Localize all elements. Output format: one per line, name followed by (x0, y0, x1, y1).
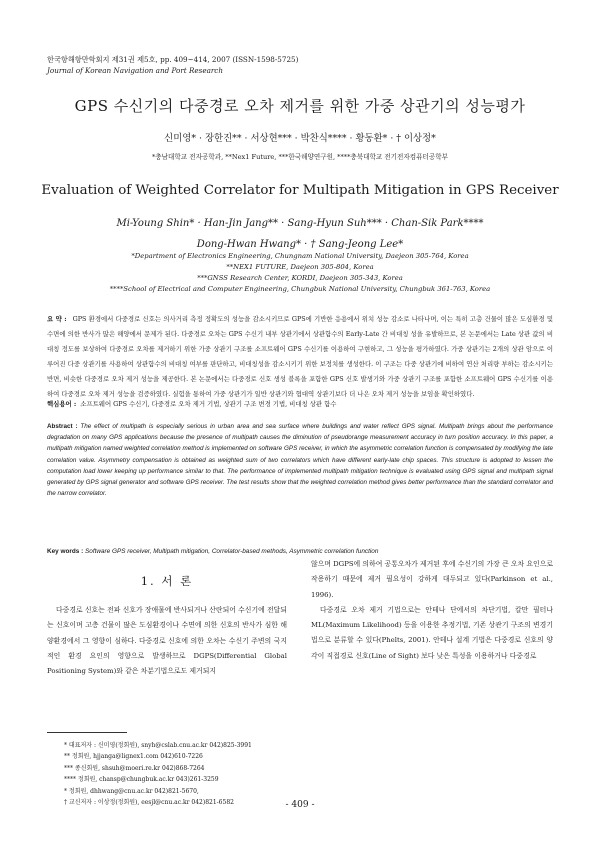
abstract-english (47, 421, 553, 499)
footnote: ** 정회원, hjjanga@lignex1.com 042)610-7226 (64, 753, 203, 761)
body-column-right (311, 557, 553, 664)
title-english: Evaluation of Weighted Correlator for Multipath Mitigation in GPS Receiver (41, 183, 559, 198)
abstract-korean-label: 요 약 : (47, 315, 67, 323)
keywords-korean (47, 399, 553, 408)
keywords-english (47, 548, 553, 555)
affiliation-4: ****School of Electrical and Computer Engineering, Chungbuk National University, Chungbuk 361-763, Korea (109, 285, 491, 293)
body-column-left (47, 603, 287, 679)
authors-english-line-2: Dong-Hwan Hwang* · † Sang-Jeong Lee* (196, 239, 404, 250)
keywords-korean-label: 핵심용어 : (47, 400, 77, 408)
authors-english-line-1: Mi-Young Shin* · Han-Jin Jang** · Sang-Hyun Suh*** · Chan-Sik Park**** (116, 218, 484, 229)
abstract-english-text: The effect of multipath is especially serious in urban area and sea surface where buildings and water reflect GPS signal. Multipath brings about the performance degradation on many GPS applications because the presence of multipath causes the diminution of pseudorange measurement accuracy in turn position accuracy. In this paper, a multipath mitigation named weighted correlation method is implemented on software GPS receiver, in which the asymmetric correlation function is compensated by modifying the late correlation value. Asymmetry compensation is obtained as weighted sum of two correlators which have different early-late chip spaces. This structure is adopted to lessen the computation load lower keeping up performance similar to that. The performance of implemented multipath mitigation technique is evaluated using GPS signal and multipath signal generated by GPS signal generator and software GPS receiver. The test results show that the weighted correlation method gives better performance than the standard correlator and the narrow correlator. (47, 423, 554, 498)
abstract-korean-text: GPS 환경에서 다중경로 신호는 의사거리 측정 정확도의 성능을 감소시키므로 GPS에 기반한 응용에서 위치 성능 감소로 나타나며, 이는 특히 고층 건물이 많은 도심환경 및 수면에 의한 반사가 많은 해양에서 문제가 된다. 다중경로 오차는 GPS 수신기 내부 상관기에서 상관함수의 Early-Late 간 비대칭 성을 유발하므로, 본 논문에서는 Late 상관 값의 비대칭 정도를 보상하여 다중경로 오차를 제거하기 위한 가중 상관기 구조를 소프트웨어 GPS 수신기를 이용하여 구현하고, 그 성능을 평가하였다. 가중 상관기는 2개의 상관 암으로 이루어진 다중 상관기를 사용하여 상관함수의 비대칭 여부를 판단하고, 비대칭성을 감소시키기 위한 보정치를 생성한다. 이 구조는 다중 상관기에 비하여 연산 처리량 부하는 감소시키는 반면, 비슷한 다중경로 오차 제거 성능을 제공한다. 본 논문에서는 다중경로 신호 생성 블록을 포함한 GPS 신호 발생기와 가중 상관기 구조를 포함한 소프트웨어 GPS 수신기를 이용하여 다중경로 오차 제거 성능을 검증하였다. 실험을 통하여 가중 상관기가 일반 상관기와 협대역 상관기보다 더 나은 오차 제거 성능을 보임을 확인하였다. (47, 315, 554, 398)
body-paragraph: 않으며 DGPS에 의하여 공통오차가 제거된 후에 수신기의 가장 큰 오차 요인으로 작용하기 때문에 제거 필요성이 강하게 대두되고 있다(Parkinson et al., 1996). (311, 560, 553, 599)
body-paragraph: 다중경로 오차 제거 기법으로는 안테나 단에서의 차단기법, 칼만 필터나 ML(Maximum Likelihood) 등을 이용한 추정기법, 기존 상관기 구조의 변경기법으로 분류할 수 있다(Phelts, 2001). 안테나 설계 기법은 다중경로 신호의 양각이 직접경로 신호(Line of Sight) 보다 낮은 특성을 이용하거나 다중경로 (311, 605, 553, 660)
title-korean: GPS 수신기의 다중경로 오차 제거를 위한 가중 상관기의 성능평가 (74, 97, 526, 115)
abstract-korean (47, 312, 553, 402)
affiliations-english (0, 251, 600, 295)
footnote-divider (47, 732, 127, 733)
journal-info-ko: 한국항해항만학회지 제31권 제5호, pp. 409~414, 2007 (ISSN-1598-5725) (47, 55, 299, 64)
footnotes (64, 740, 252, 808)
footnote: * 대표저자 : 신미영(정회원), snyh@cslab.cnu.ac.kr 042)825-3991 (64, 742, 252, 749)
footnote: *** 종신회원, shsuh@moeri.re.kr 042)868-7264 (64, 764, 205, 772)
affiliation-1: *Department of Electronics Engineering, Chungnam National University, Daejeon 305-764, Korea (131, 252, 469, 260)
authors-english (0, 213, 600, 255)
abstract-english-label: Abstract : (47, 423, 78, 430)
page-number: - 409 - (285, 800, 315, 810)
keywords-english-text: Software GPS receiver, Multipath mitigation, Correlator-based methods, Asymmetric correlation function (85, 548, 379, 555)
keywords-english-label: Key words : (47, 548, 84, 555)
authors-korean: 신미영* · 장한진** · 서상현*** · 박찬식**** · 황동환* · † 이상정* (164, 133, 436, 144)
footnote: * 정회원, dhhwang@cnu.ac.kr 042)821-5670, (64, 787, 199, 795)
affiliation-2: **NEX1 FUTURE, Daejeon 305-804, Korea (226, 263, 374, 271)
journal-header (47, 54, 298, 76)
section-heading: 1. 서 론 (140, 574, 194, 588)
keywords-korean-text: 소프트웨어 GPS 수신기, 다중경로 오차 제거 기법, 상관기 구조 변경 기법, 비대칭 상관 함수 (80, 400, 337, 408)
affiliation-3: ***GNSS Research Center, KORDI, Daejeon 305-343, Korea (197, 274, 403, 282)
footnote: † 교신저자 : 이상정(정회원), eesjl@cnu.ac.kr 042)821-6582 (64, 799, 234, 807)
footnote: **** 정회원, chansp@chungbuk.ac.kr 043)261-3259 (64, 776, 219, 784)
affiliations-korean: *충남대학교 전자공학과, **Nex1 Future, ***한국해양연구원, ****충북대학교 전기전자컴퓨터공학부 (151, 153, 448, 161)
body-paragraph: 다중경로 신호는 전파 신호가 장애물에 반사되거나 산란되어 수신기에 전달되는 신호이며 고층 건물이 많은 도심환경이나 수면에 의한 신호의 반사가 심한 해양환경에서 그 영향이 심하다. 다중경로 신호에 의한 오차는 수신기 주변의 국지적인 환경 요인의 영향으로 발생하므로 DGPS(Differential Global Positioning System)와 같은 차분기법으로도 제거되지 (47, 606, 287, 676)
journal-name-en: Journal of Korean Navigation and Port Research (47, 66, 223, 75)
